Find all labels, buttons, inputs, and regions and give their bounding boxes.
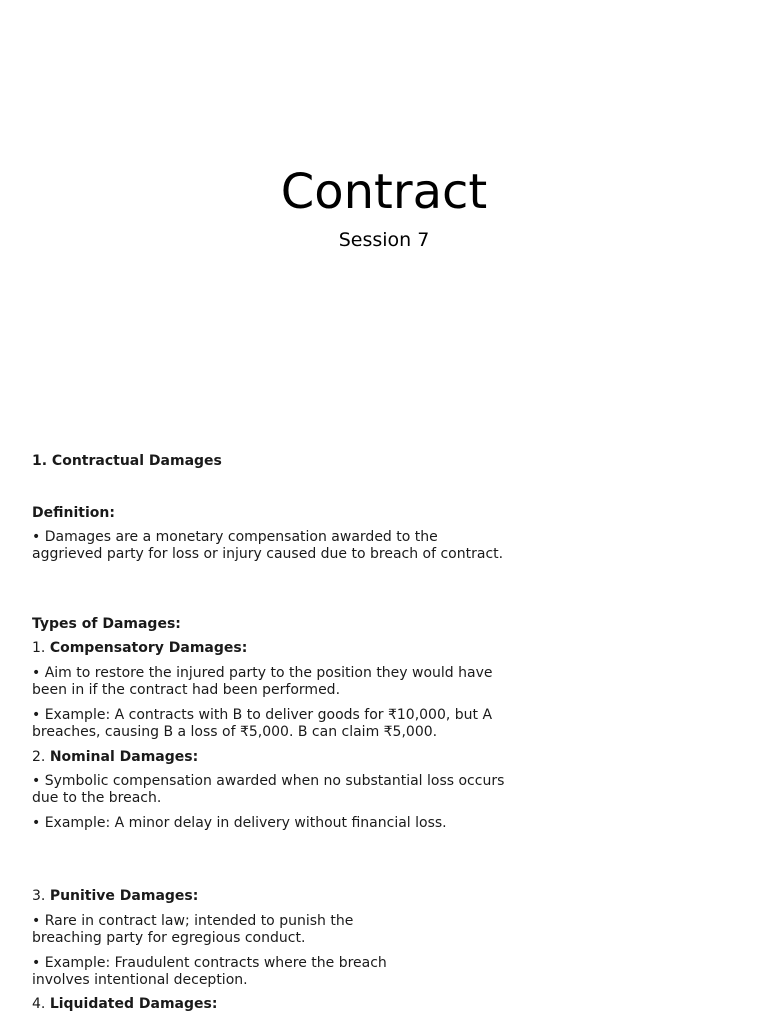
page-title: Contract [280,164,488,220]
type-name: Punitive Damages: [49,888,199,904]
type-bullet: • Example: A contracts with B to deliver goods for ₹10,000, but A breaches, causing B a loss of ₹5,000. B can claim ₹5,000. [32,707,493,740]
type-number: 3. [32,888,46,904]
type-heading-nominal [32,749,512,766]
type-heading-liquidated [32,996,512,1013]
type-bullet: • Symbolic compensation awarded when no substantial loss occurs due to the breach. [32,773,505,806]
type-name: Compensatory Damages: [49,640,248,656]
type-bullet: • Example: A minor delay in delivery without financial loss. [32,815,447,831]
type-heading-compensatory [32,640,512,657]
type-heading-punitive [32,888,512,905]
type-number: 1. [32,640,46,656]
section-heading: 1. Contractual Damages [32,453,222,469]
type-bullet: • Aim to restore the injured party to the position they would have been in if the contract had been performed. [32,665,493,698]
definition-label: Definition: [32,505,115,521]
type-number: 2. [32,749,46,765]
type-name: Nominal Damages: [49,749,199,765]
page-subtitle: Session 7 [338,229,430,251]
type-bullet: • Example: Fraudulent contracts where the breach involves intentional deception. [32,955,387,988]
type-bullet: • Rare in contract law; intended to punish the breaching party for egregious conduct. [32,913,354,946]
type-name: Liquidated Damages: [49,996,218,1012]
types-label: Types of Damages: [32,616,181,632]
type-number: 4. [32,996,46,1012]
definition-text: • Damages are a monetary compensation awarded to the aggrieved party for loss or injury caused due to breach of contract. [32,529,504,562]
